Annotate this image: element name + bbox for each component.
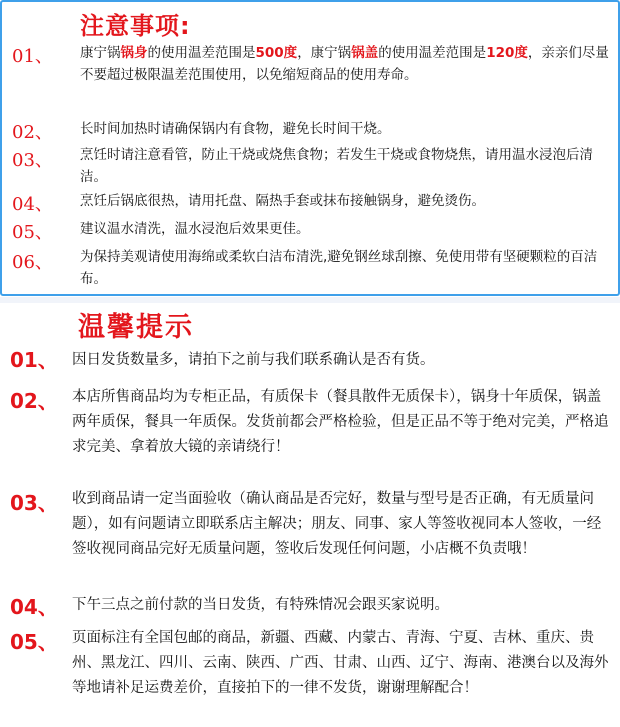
highlight-segment: 锅身	[120, 45, 148, 61]
notice-item-text: 为保持美观请使用海绵或柔软白洁布清洗,避免钢丝球刮擦、免使用带有坚硬颗粒的百洁布。	[80, 249, 598, 287]
notice-title: 注意事项:	[80, 12, 191, 40]
text-segment: ，亲亲们尽量不要超过极限温差范围使用，以免缩短商品的使用寿命。	[80, 45, 609, 83]
text-segment: ，康宁锅	[297, 45, 352, 61]
notice-item-number: 06、	[12, 252, 53, 273]
highlight-segment: 锅盖	[351, 45, 379, 61]
tips-title: 温馨提示	[78, 312, 194, 343]
text-segment: 的使用温差范围是	[378, 45, 487, 61]
notice-item-text	[80, 42, 614, 86]
tips-item-number: 04、	[10, 595, 58, 619]
tips-item-number: 05、	[10, 630, 58, 654]
tips-section	[0, 303, 620, 727]
notice-section	[0, 0, 620, 296]
tips-item-text: 收到商品请一定当面验收（确认商品是否完好，数量与型号是否正确，有无质量问题），如有问题请立即联系店主解决；朋友、同事、家人等签收视同本人签收，一经签收视同商品完好无质量问题，签收后发现任何问题，小店概不负责哦！	[72, 491, 602, 557]
tips-item-text: 本店所售商品均为专柜正品，有质保卡（餐具散件无质保卡），锅身十年质保，锅盖两年质保，餐具一年质保。发货前都会严格检验，但是正品不等于绝对完美，严格追求完美、拿着放大镜的亲请绕行！	[72, 389, 609, 455]
notice-item-number: 02、	[12, 122, 53, 143]
tips-item-number: 03、	[10, 491, 58, 515]
tips-item-number: 02、	[10, 389, 58, 413]
notice-item-number: 04、	[12, 194, 53, 215]
notice-item-text: 烹饪后锅底很热，请用托盘、隔热手套或抹布接触锅身，避免烫伤。	[80, 193, 485, 209]
text-segment: 康宁锅	[80, 45, 121, 61]
highlight-segment: 500度	[255, 45, 298, 61]
notice-item-number: 03、	[12, 150, 53, 171]
notice-item-text: 长时间加热时请确保锅内有食物，避免长时间干烧。	[80, 121, 391, 137]
tips-item-number: 01、	[10, 348, 58, 372]
notice-item-number: 01、	[12, 46, 53, 67]
tips-item-text: 因日发货数量多，请拍下之前与我们联系确认是否有货。	[72, 352, 435, 368]
text-segment: 的使用温差范围是	[147, 45, 256, 61]
notice-item-number: 05、	[12, 222, 53, 243]
tips-item-text: 下午三点之前付款的当日发货，有特殊情况会跟买家说明。	[72, 597, 449, 613]
tips-item-text: 页面标注有全国包邮的商品，新疆、西藏、内蒙古、青海、宁夏、吉林、重庆、贵州、黑龙江、四川、云南、陕西、广西、甘肃、山西、辽宁、海南、港澳台以及海外等地请补足运费差价，直接拍下的一律不发货，谢谢理解配合！	[72, 630, 609, 696]
notice-item-text: 建议温水清洗，温水浸泡后效果更佳。	[80, 221, 310, 237]
notice-item-text: 烹饪时请注意看管，防止干烧或烧焦食物；若发生干烧或食物烧焦，请用温水浸泡后清洁。	[80, 147, 593, 185]
highlight-segment: 120度	[486, 45, 528, 61]
